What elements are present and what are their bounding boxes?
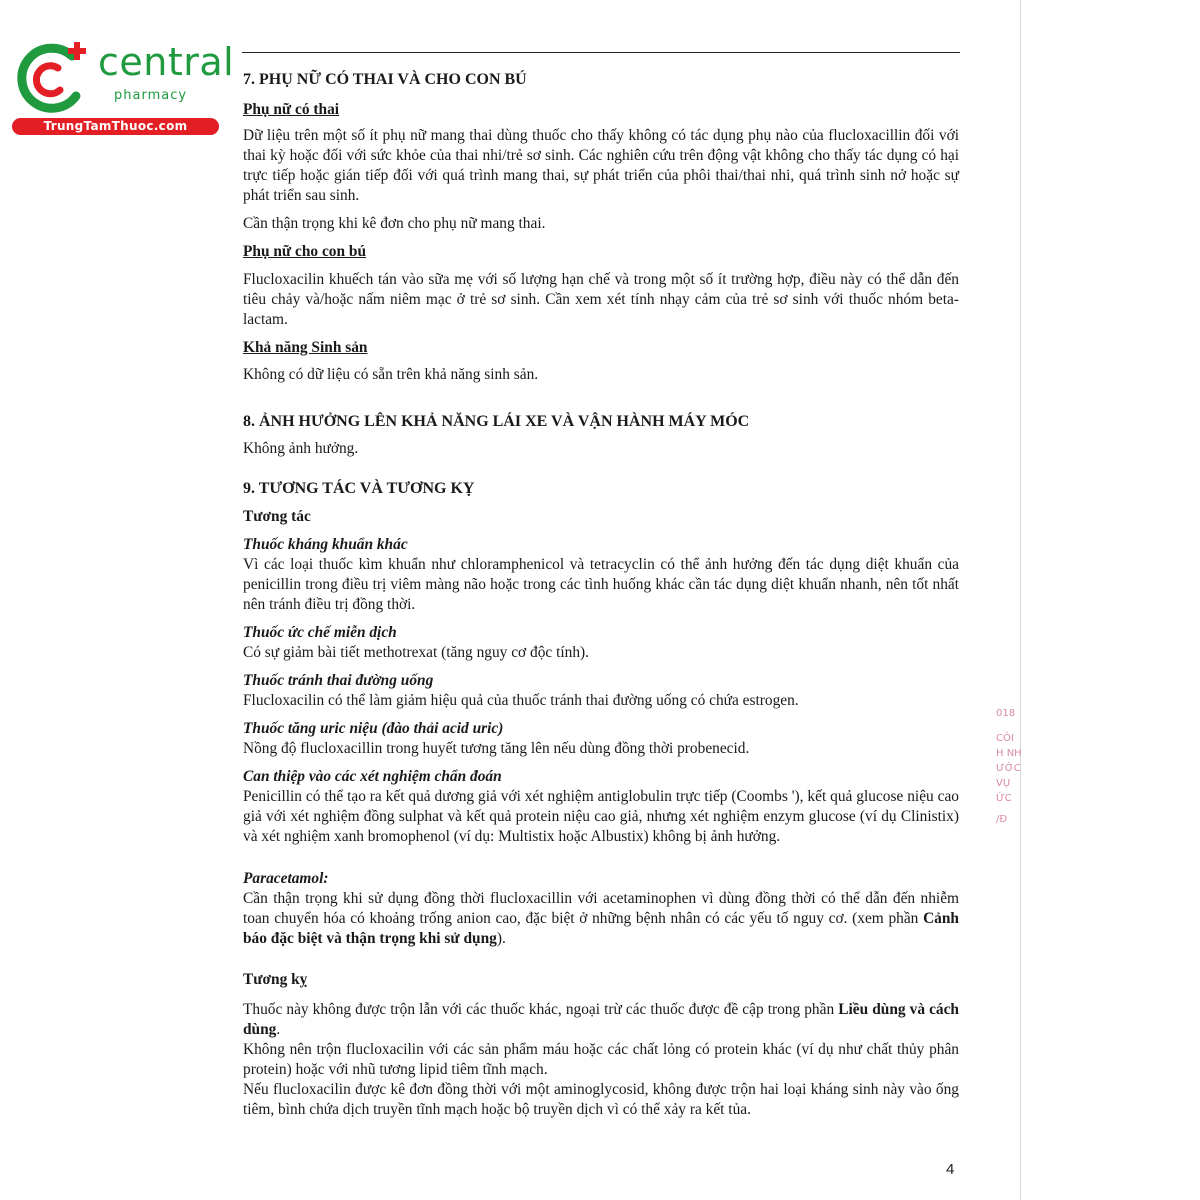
paracetamol-paragraph xyxy=(243,889,959,949)
paracetamol-text: Cần thận trọng khi sử dụng đồng thời flucloxacillin với acetaminophen vì dùng đồng thời có thể dẫn đến nhiễm toan chuyển hóa có khoảng trống anion cao, đặc biệt ở những bệnh nhân có các yếu tố nguy cơ. (xem phần xyxy=(243,890,959,927)
section-8-title: 8. ẢNH HƯỞNG LÊN KHẢ NĂNG LÁI XE VÀ VẬN HÀNH MÁY MÓC xyxy=(243,413,750,430)
interaction-text: Flucloxacilin có thể làm giảm hiệu quả của thuốc tránh thai đường uống có chứa estrogen. xyxy=(243,692,799,709)
stamp-line: ỨC xyxy=(996,793,1012,804)
stamp-line: VỤ xyxy=(996,778,1011,789)
section-7-title: 7. PHỤ NỮ CÓ THAI VÀ CHO CON BÚ xyxy=(243,71,527,88)
logo-subtitle: pharmacy xyxy=(114,88,188,103)
stamp-fragment xyxy=(996,706,1026,856)
page-edge xyxy=(1020,0,1021,1200)
fertility-subtitle: Khả năng Sinh sản xyxy=(243,339,368,356)
pregnant-caution: Cần thận trọng khi kê đơn cho phụ nữ mang thai. xyxy=(243,215,546,232)
interaction-title: Thuốc tránh thai đường uống xyxy=(243,672,434,689)
interaction-title: Thuốc kháng khuẩn khác xyxy=(243,536,408,553)
incompat-text: Thuốc này không được trộn lẫn với các thuốc khác, ngoại trừ các thuốc được đề cập trong phần xyxy=(243,1001,839,1018)
paracetamol-reference: Cảnh báo đặc biệt và thận trọng khi sử dụng xyxy=(243,910,959,947)
interaction-text: Có sự giảm bài tiết methotrexat (tăng nguy cơ độc tính). xyxy=(243,644,590,661)
logo-url[interactable]: TrungTamThuoc.com xyxy=(12,118,219,135)
incompat-reference: Liều dùng và cách dùng xyxy=(243,1001,959,1038)
interaction-text: Penicillin có thể tạo ra kết quả dương giả với xét nghiệm antiglobulin trực tiếp (Coombs '), kết quả glucose niệu cao giả với xét nghiệm đồng sulphat và kết quả protein niệu cao giả, nhưng xét nghiệm enzym glucose (ví dụ Clinistix) và xét nghiệm xanh bromophenol (ví dụ: Multistix hoặc Albustix) không bị ảnh hưởng. xyxy=(243,788,959,845)
central-pharmacy-logo[interactable] xyxy=(10,38,235,138)
interaction-title: Thuốc ức chế miễn dịch xyxy=(243,624,397,641)
interaction-text: Nồng độ flucloxacillin trong huyết tương tăng lên nếu dùng đồng thời probenecid. xyxy=(243,740,750,757)
interaction-title: Thuốc tăng uric niệu (đào thải acid uric) xyxy=(243,720,504,737)
incompat-text-end: . xyxy=(276,1021,281,1038)
paracetamol-title: Paracetamol: xyxy=(243,870,329,887)
stamp-line: H NH xyxy=(996,748,1022,759)
pregnant-paragraph: Dữ liệu trên một số ít phụ nữ mang thai dùng thuốc cho thấy không có tác dụng phụ nào của flucloxacillin đối với thai kỳ hoặc đối với sức khỏe của thai nhi/trẻ sơ sinh. Các nghiên cứu trên động vật không cho thấy tác dụng có hại trực tiếp hoặc gián tiếp đối với quá trình mang thai, sự phát triển của phôi thai/thai nhi, quá trình sinh nở hoặc sự phát triển sau sinh. xyxy=(243,127,959,204)
stamp-line: CÔI xyxy=(996,733,1014,744)
interactions-subtitle: Tương tác xyxy=(243,508,311,525)
incompatibility-paragraph-1 xyxy=(243,1000,959,1040)
incompatibility-subtitle: Tương kỵ xyxy=(243,971,308,988)
interaction-title: Can thiệp vào các xét nghiệm chẩn đoán xyxy=(243,768,502,785)
document-body xyxy=(243,66,959,1120)
top-divider xyxy=(242,52,960,53)
incompatibility-paragraph-3: Nếu flucloxacilin được kê đơn đồng thời với một aminoglycosid, không được trộn hai loại kháng sinh này vào ống tiêm, bình chứa dịch truyền tĩnh mạch hoặc bộ truyền dịch vì có thể xảy ra kết tủa. xyxy=(243,1081,959,1118)
section-8-paragraph: Không ảnh hưởng. xyxy=(243,440,359,457)
central-logo-icon xyxy=(10,38,92,120)
fertility-paragraph: Không có dữ liệu có sẵn trên khả năng sinh sản. xyxy=(243,366,539,383)
pregnant-subtitle: Phụ nữ có thai xyxy=(243,101,340,118)
stamp-line: 018 xyxy=(996,708,1016,719)
incompatibility-paragraph-2: Không nên trộn flucloxacilin với các sản phẩm máu hoặc các chất lỏng có protein khác (ví dụ như chất thủy phân protein) hoặc với nhũ tương lipid tiêm tĩnh mạch. xyxy=(243,1041,959,1078)
page-number: 4 xyxy=(946,1161,955,1178)
stamp-line: ƯỚC xyxy=(996,763,1021,774)
paracetamol-text-end: ). xyxy=(496,930,506,947)
logo-name: central xyxy=(98,40,235,84)
stamp-line: /Đ xyxy=(996,814,1008,825)
breastfeeding-paragraph: Flucloxacilin khuếch tán vào sữa mẹ với số lượng hạn chế và trong một số ít trường hợp, điều này có thể dẫn đến tiêu chảy và/hoặc nấm niêm mạc ở trẻ sơ sinh. Cần xem xét tính nhạy cảm của trẻ sơ sinh với thuốc nhóm beta-lactam. xyxy=(243,271,959,328)
interaction-text: Vì các loại thuốc kìm khuẩn như chloramphenicol và tetracyclin có thể ảnh hưởng đến tác dụng diệt khuẩn của penicillin trong điều trị viêm màng não hoặc trong các tình huống khác cần tác dụng diệt khuẩn nhanh, nên tốt nhất nên tránh điều trị đồng thời. xyxy=(243,556,959,613)
section-9-title: 9. TƯƠNG TÁC VÀ TƯƠNG KỴ xyxy=(243,480,475,497)
breastfeeding-subtitle: Phụ nữ cho con bú xyxy=(243,243,366,260)
